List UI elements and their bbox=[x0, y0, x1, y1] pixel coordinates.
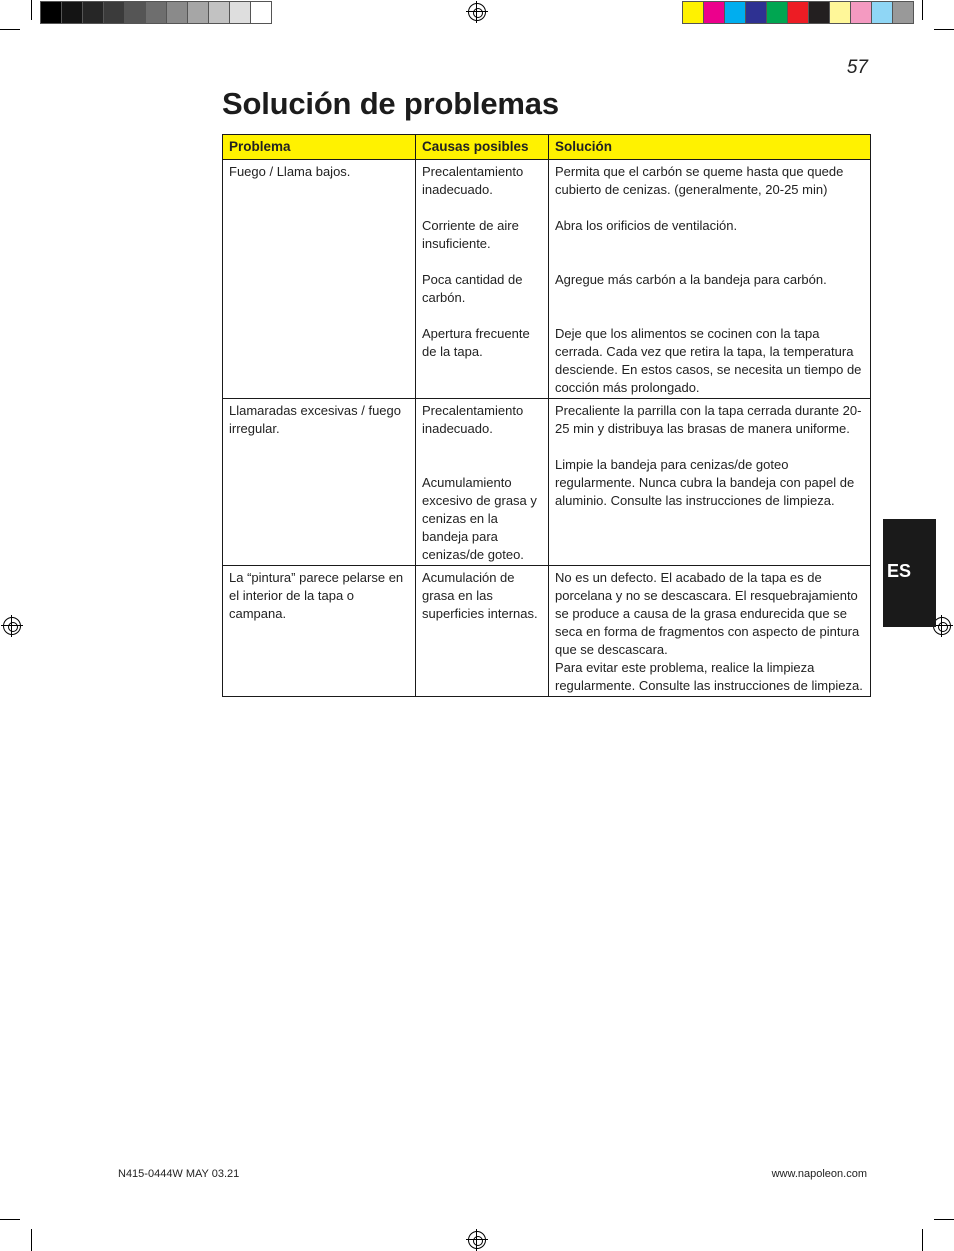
causes-cell bbox=[416, 160, 549, 399]
crop-mark bbox=[922, 1229, 923, 1251]
document-code: N415-0444W MAY 03.21 bbox=[118, 1168, 240, 1180]
color-swatch bbox=[725, 2, 746, 23]
registration-mark-icon bbox=[468, 1231, 486, 1249]
solution-cell bbox=[549, 399, 871, 566]
cause-text: Precalentamiento inadecuado. bbox=[422, 164, 524, 197]
page-title: Solución de problemas bbox=[222, 86, 559, 121]
gray-swatch bbox=[188, 2, 209, 23]
gray-swatch bbox=[251, 2, 271, 23]
solution-text: Permita que el carbón se queme hasta que quede cubierto de cenizas. (generalmente, 20-25 min) bbox=[555, 164, 844, 197]
color-swatch bbox=[893, 2, 913, 23]
color-swatch bbox=[830, 2, 851, 23]
crop-mark bbox=[31, 0, 32, 20]
website-url: www.napoleon.com bbox=[771, 1168, 867, 1180]
crop-mark bbox=[0, 1219, 20, 1220]
problem-text: Fuego / Llama bajos. bbox=[229, 164, 351, 179]
gray-swatch bbox=[125, 2, 146, 23]
color-swatch bbox=[788, 2, 809, 23]
solution-text: Abra los orificios de ventilación. bbox=[555, 218, 738, 233]
cause-text: Precalentamiento inadecuado. bbox=[422, 403, 524, 436]
registration-mark-icon bbox=[3, 617, 21, 635]
solution-text: Precaliente la parrilla con la tapa cerrada durante 20-25 min y distribuya las brasas de manera uniforme. bbox=[555, 403, 862, 436]
crop-mark bbox=[0, 29, 20, 30]
crop-mark bbox=[934, 1219, 954, 1220]
problem-cell bbox=[223, 399, 416, 566]
cause-text: Corriente de aire insuficiente. bbox=[422, 218, 519, 251]
registration-mark-icon bbox=[468, 3, 486, 21]
color-calibration-bar bbox=[682, 1, 914, 24]
solution-text: Limpie la bandeja para cenizas/de goteo regularmente. Nunca cubra la bandeja con papel de aluminio. Consulte las instrucciones de limpieza. bbox=[555, 457, 855, 508]
color-swatch bbox=[746, 2, 767, 23]
language-tab bbox=[883, 519, 936, 627]
gray-swatch bbox=[167, 2, 188, 23]
cause-text: Acumulación de grasa en las superficies internas. bbox=[422, 570, 538, 621]
cause-text: Acumulamiento excesivo de grasa y cenizas en la bandeja para cenizas/de goteo. bbox=[422, 475, 537, 562]
color-swatch bbox=[704, 2, 725, 23]
gray-swatch bbox=[83, 2, 104, 23]
solution-text: Agregue más carbón a la bandeja para carbón. bbox=[555, 272, 827, 287]
column-header-solution: Solución bbox=[549, 135, 871, 160]
color-swatch bbox=[851, 2, 872, 23]
column-header-causes: Causas posibles bbox=[416, 135, 549, 160]
crop-mark bbox=[922, 0, 923, 20]
troubleshooting-table bbox=[222, 134, 871, 697]
color-swatch bbox=[767, 2, 788, 23]
table-row bbox=[223, 566, 871, 697]
gray-swatch bbox=[146, 2, 167, 23]
color-swatch bbox=[683, 2, 704, 23]
problem-cell bbox=[223, 160, 416, 399]
table-header-row bbox=[223, 135, 871, 160]
problem-text: Llamaradas excesivas / fuego irregular. bbox=[229, 403, 401, 436]
cause-text: Apertura frecuente de la tapa. bbox=[422, 326, 530, 359]
solution-text: Deje que los alimentos se cocinen con la tapa cerrada. Cada vez que retira la tapa, la temperatura desciende. En estos casos, se necesita un tiempo de cocción más prolongado. bbox=[555, 326, 862, 395]
gray-swatch bbox=[230, 2, 251, 23]
solution-text: No es un defecto. El acabado de la tapa es de porcelana y no se descascara. El resquebrajamiento se produce a causa de la grasa endurecida que se seca en forma de fragmentos con aspecto de pintura que se descascara. bbox=[555, 570, 860, 657]
page-number: 57 bbox=[846, 57, 868, 78]
cause-text: Poca cantidad de carbón. bbox=[422, 272, 523, 305]
solution-cell bbox=[549, 566, 871, 697]
color-swatch bbox=[809, 2, 830, 23]
gray-swatch bbox=[41, 2, 62, 23]
crop-mark bbox=[31, 1229, 32, 1251]
gray-swatch bbox=[62, 2, 83, 23]
solution-text: Para evitar este problema, realice la limpieza regularmente. Consulte las instrucciones de limpieza. bbox=[555, 660, 863, 693]
causes-cell bbox=[416, 399, 549, 566]
problem-text: La “pintura” parece pelarse en el interior de la tapa o campana. bbox=[229, 570, 404, 621]
problem-cell bbox=[223, 566, 416, 697]
table-row bbox=[223, 399, 871, 566]
crop-mark bbox=[934, 29, 954, 30]
gray-swatch bbox=[209, 2, 230, 23]
color-swatch bbox=[872, 2, 893, 23]
grayscale-calibration-bar bbox=[40, 1, 272, 24]
causes-cell bbox=[416, 566, 549, 697]
column-header-problem: Problema bbox=[223, 135, 416, 160]
gray-swatch bbox=[104, 2, 125, 23]
solution-cell bbox=[549, 160, 871, 399]
language-tab-label: ES bbox=[887, 561, 912, 581]
table-row bbox=[223, 160, 871, 399]
